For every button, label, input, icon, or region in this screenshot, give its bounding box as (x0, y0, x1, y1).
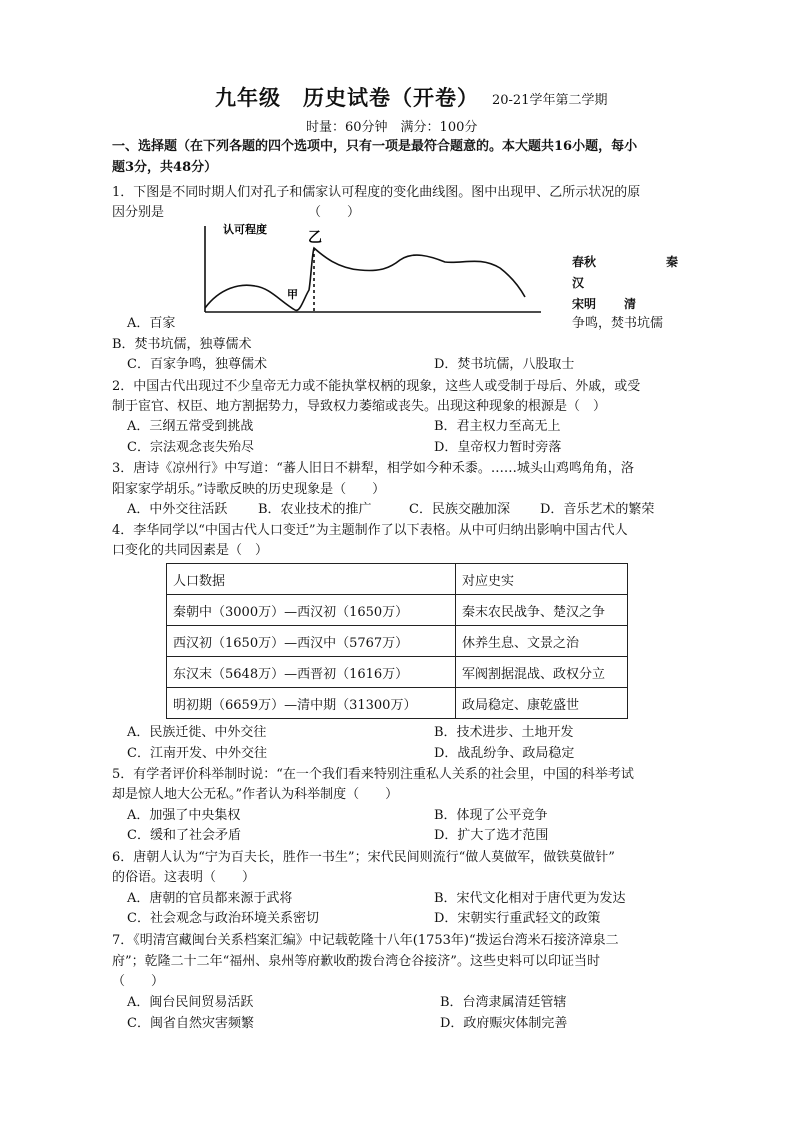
q5-text-line2: 却是惊人地大公无私。”作者认为科举制度（ ） (112, 787, 399, 802)
table-cell: 东汉末（5648万）—西晋初（1616万） (167, 657, 456, 688)
q4-option-a: A．民族迁徙、中外交往 (127, 725, 267, 740)
q3-option-a: A．中外交往活跃 (127, 502, 228, 517)
q3-option-d: D．音乐艺术的繁荣 (540, 502, 655, 517)
table-cell: 军阀割据混战、政权分立 (456, 657, 628, 688)
q6-text-line1: 6．唐朝人认为“宁为百夫长，胜作一书生”；宋代民间则流行“做人莫做军，做铁莫做针” (112, 850, 615, 865)
table-cell: 明初期（6659万）—清中期（31300万） (167, 688, 456, 719)
q2-text-line1: 2．中国古代出现过不少皇帝无力或不能执掌权柄的现象，这些人或受制于母后、外戚，或受 (112, 379, 641, 394)
q6-option-d: D．宋朝实行重武轻文的政策 (434, 911, 601, 926)
q7-option-c: C．闽省自然灾害频繁 (127, 1016, 254, 1031)
chart-period-chunqiu: 春秋 (572, 255, 597, 269)
table-header-row (167, 564, 628, 595)
q5-option-b: B．体现了公平竞争 (434, 808, 548, 823)
q1-text-line2: 因分别是 (112, 205, 165, 220)
q3-text-line2: 阳家家学胡乐。”诗歌反映的历史现象是（ ） (112, 482, 386, 497)
table-row (167, 595, 628, 626)
section-heading-line2: 题3分，共48分） (112, 160, 218, 175)
table-cell: 休养生息、文景之治 (456, 626, 628, 657)
chart-label-jia: 甲 (287, 288, 298, 301)
chart-period-songming: 宋明 (572, 297, 597, 311)
q3-option-c: C．民族交融加深 (409, 502, 510, 517)
chart-period-qing: 清 (624, 297, 637, 311)
q7-text-line1: 7．《明清宫藏闽台关系档案汇编》中记载乾隆十八年(1753年)“拨运台湾米石接济漳泉二 (112, 933, 619, 948)
section-heading-line1: 一、选择题（在下列各题的四个选项中，只有一项是最符合题意的。本大题共16小题，每小 (112, 139, 638, 154)
q2-option-b: B．君主权力至高无上 (434, 419, 561, 434)
q1-option-a: A．百家 (127, 316, 176, 331)
q7-text-line3: （ ） (112, 974, 165, 989)
table-row (167, 657, 628, 688)
table-row (167, 626, 628, 657)
q6-option-b: B．宋代文化相对于唐代更为发达 (434, 891, 626, 906)
q5-text-line1: 5．有学者评价科举制时说：“在一个我们看来特别注重私人关系的社会里，中国的科举考试 (112, 767, 634, 782)
q3-text-line1: 3．唐诗《凉州行》中写道：“蕃人旧日不耕犁，相学如今种禾黍。……城头山鸡鸣角角，洛 (112, 461, 634, 476)
q6-option-a: A．唐朝的官员都来源于武将 (127, 891, 293, 906)
q4-option-b: B．技术进步、土地开发 (434, 725, 574, 740)
chart-period-qin: 秦 (666, 255, 679, 269)
chart-period-han: 汉 (572, 276, 585, 290)
table-cell: 西汉初（1650万）—西汉中（5767万） (167, 626, 456, 657)
table-cell: 秦末农民战争、楚汉之争 (456, 595, 628, 626)
table-cell: 秦朝中（3000万）—西汉初（1650万） (167, 595, 456, 626)
q6-text-line2: 的俗语。这表明（ ） (112, 870, 256, 885)
table-cell: 政局稳定、康乾盛世 (456, 688, 628, 719)
q1-text-line1: 1．下图是不同时期人们对孔子和儒家认可程度的变化曲线图。图中出现甲、乙所示状况的原 (112, 185, 641, 200)
q1-answer-bracket: （ ） (308, 205, 361, 220)
exam-title: 九年级 历史试卷（开卷） (215, 85, 479, 110)
q6-option-c: C．社会观念与政治环境关系密切 (127, 911, 319, 926)
q4-option-c: C．江南开发、中外交往 (127, 746, 267, 761)
q5-option-d: D．扩大了选才范围 (434, 828, 549, 843)
q1-option-a-continued: 争鸣，焚书坑儒 (572, 316, 664, 331)
q7-option-b: B．台湾隶属清廷管辖 (440, 995, 567, 1010)
q4-text-line1: 4．李华同学以“中国古代人口变迁”为主题制作了以下表格。从中可归纳出影响中国古代人 (112, 523, 628, 538)
q7-text-line2: 府”；乾隆二十二年“福州、泉州等府歉收酌拨台湾仓谷接济”。这些史料可以印证当时 (112, 954, 600, 969)
q3-option-b: B．农业技术的推广 (258, 502, 372, 517)
q1-option-b: B．焚书坑儒，独尊儒术 (112, 337, 252, 352)
q7-option-a: A．闽台民间贸易活跃 (127, 995, 254, 1010)
q5-option-c: C．缓和了社会矛盾 (127, 828, 241, 843)
q2-text-line2: 制于宦官、权臣、地方割据势力，导致权力萎缩或丧失。出现这种现象的根源是（ ） (112, 399, 607, 414)
q2-option-c: C．宗法观念丧失殆尽 (127, 440, 254, 455)
q7-option-d: D．政府赈灾体制完善 (440, 1016, 568, 1031)
q4-text-line2: 口变化的共同因素是（ ） (112, 543, 269, 558)
chart-ylabel: 认可程度 (223, 223, 267, 236)
q5-option-a: A．加强了中央集权 (127, 808, 241, 823)
q4-option-d: D．战乱纷争、政局稳定 (434, 746, 575, 761)
table-header-cell: 人口数据 (167, 564, 456, 595)
q2-option-d: D．皇帝权力暂时旁落 (434, 440, 562, 455)
q1-approval-curve-chart (195, 218, 545, 322)
table-header-cell: 对应史实 (456, 564, 628, 595)
exam-term: 20-21学年第二学期 (492, 93, 608, 108)
exam-time-info: 时量：60分钟 满分：100分 (306, 120, 478, 135)
approval-curve (205, 248, 525, 310)
table-row (167, 688, 628, 719)
q1-option-c: C．百家争鸣，独尊儒术 (127, 357, 267, 372)
population-table (166, 563, 628, 719)
q2-option-a: A．三纲五常受到挑战 (127, 419, 254, 434)
q1-option-d: D．焚书坑儒，八股取士 (434, 357, 575, 372)
chart-label-yi: 乙 (308, 230, 322, 246)
